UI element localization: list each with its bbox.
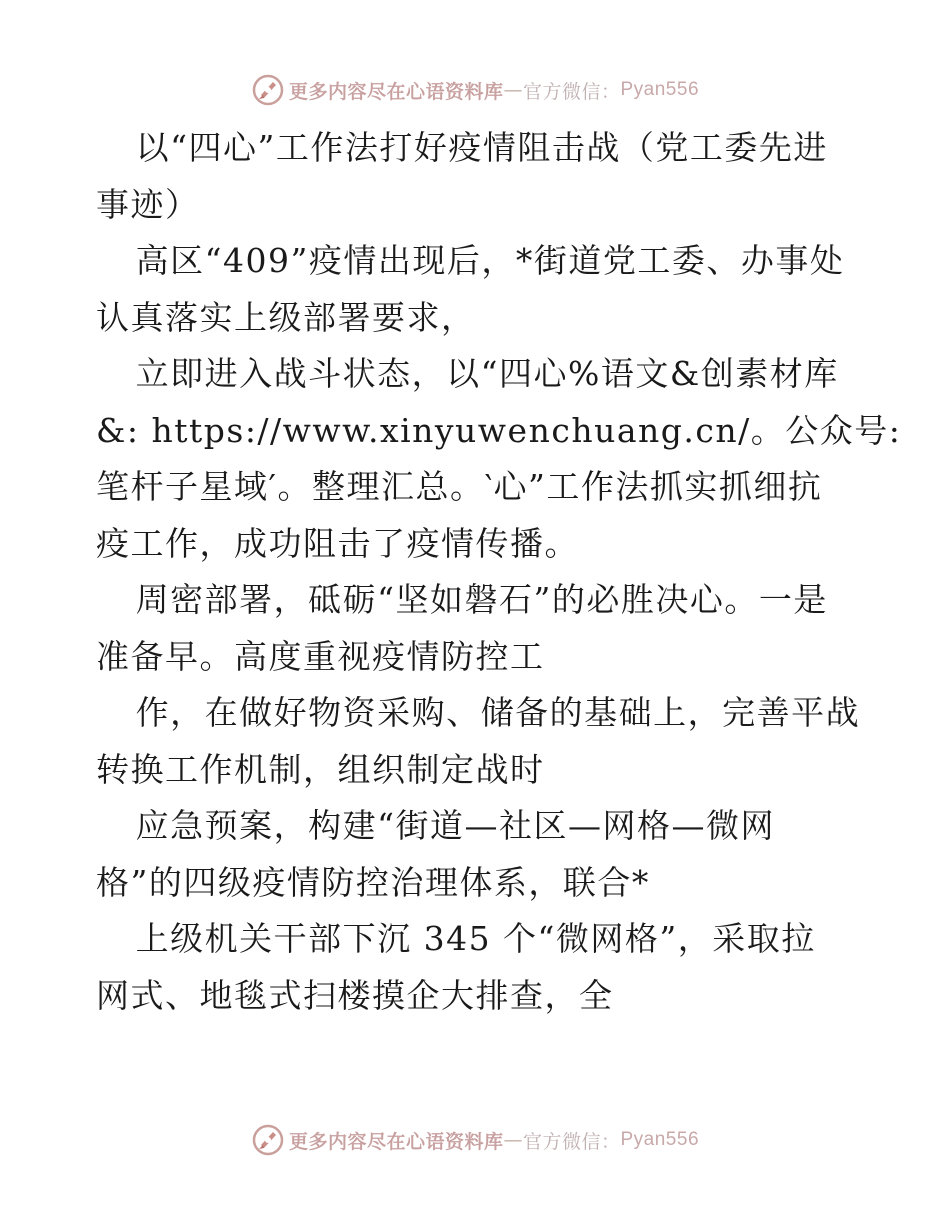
paragraph [96,911,856,1024]
text-line: 作，在做好物资采购、储备的基础上，完善平战 [135,693,861,732]
text-line: 准备早。高度重视疫情防控工 [96,636,545,676]
header-banner [0,70,950,110]
brand-logo-icon [251,73,285,107]
paragraph [96,346,902,572]
footer-wechat-id: Pyan556 [620,1129,700,1150]
footer-wechat-label: 官方微信： [522,1130,621,1153]
text-line: 应急预案，构建“街道—社区—网格—微网 [135,806,775,845]
text-line: 以“四心”工作法打好疫情阻击战（党工委先进 [135,128,828,167]
text-line: 认真落实上级部署要求， [96,297,476,337]
text-line: 转换工作机制，组织制定战时 [96,749,545,789]
paragraph [96,572,856,685]
text-line: 网式、地毯式扫楼摸企大排查，全 [96,975,614,1015]
header-brand-text: 更多内容尽在心语资料库 [288,80,504,103]
footer-brand-text: 更多内容尽在心语资料库 [288,1130,504,1153]
footer-separator: — [503,1129,523,1151]
paragraph-title [96,120,856,233]
text-line: 高区“409”疫情出现后，*街道党工委、办事处 [135,241,845,280]
footer-banner [0,1120,950,1160]
text-line: 笔杆子星域′。整理汇总。‵心”工作法抓实抓细抗 [96,467,823,506]
text-line: 周密部署，砥砺“坚如磐石”的必胜决心。一是 [135,580,828,619]
text-line: 格”的四级疫情防控治理体系，联合* [96,862,650,902]
text-line: 疫工作，成功阻击了疫情传播。 [96,523,579,563]
text-line: 上级机关干部下沉 345 个“微网格”，采取拉 [135,919,816,958]
header-separator: — [503,79,523,101]
header-wechat-label: 官方微信： [522,80,621,103]
header-wechat-id: Pyan556 [620,79,700,100]
text-line: 事迹） [96,184,200,224]
brand-logo-icon [251,1123,285,1157]
paragraph [96,685,861,798]
paragraph [96,233,856,346]
text-line: &: https://www.xinyuwenchuang.cn/。公众号: [96,410,902,450]
paragraph [96,798,856,911]
text-line: 立即进入战斗状态，以“四心%语文&创素材库 [135,354,839,393]
document-body [96,120,902,1024]
